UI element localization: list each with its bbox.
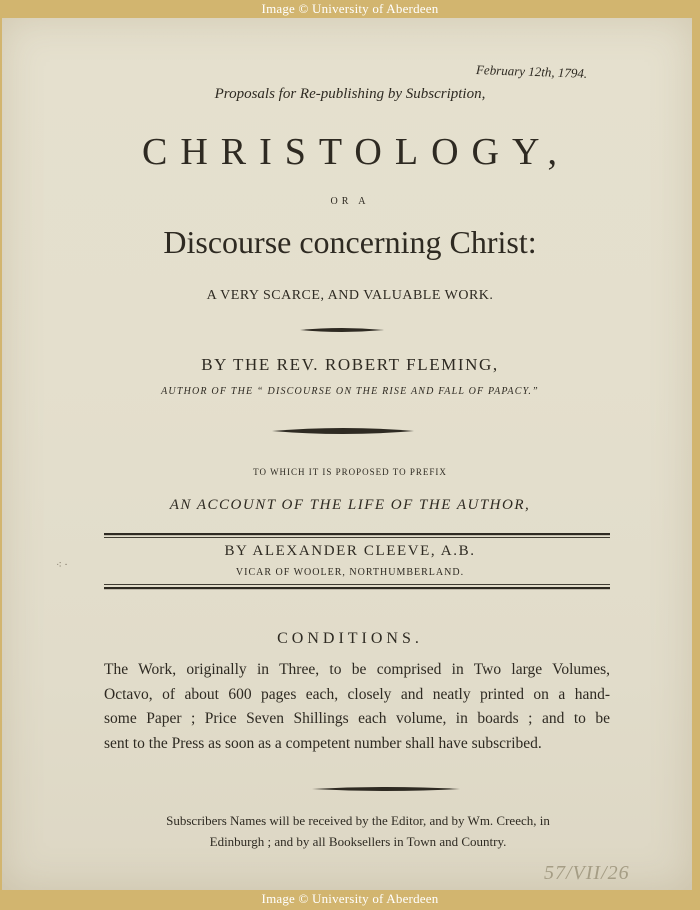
document-subtitle: Discourse concerning Christ: [163,224,537,260]
double-rule-bottom [104,584,610,590]
prefix-intro: TO WHICH IT IS PROPOSED TO PREFIX [253,467,447,477]
ink-specks: ⁖ · [56,560,68,571]
account-author-line: BY ALEXANDER CLEEVE, A.B. [224,543,476,559]
conditions-text [104,658,610,756]
conditions-line-2: Octavo, of about 600 pages each, closely and neatly printed on a hand- [104,685,610,703]
conditions-line-4: sent to the Press as soon as a competent number shall have subscribed. [104,734,542,752]
double-rule-top [104,533,610,539]
ornament-rule-2 [272,426,414,436]
scarce-work-line: A VERY SCARCE, AND VALUABLE WORK. [206,288,494,303]
proposals-line: Proposals for Re-publishing by Subscription, [214,86,486,102]
conditions-line-1: The Work, originally in Three, to be comprised in Two large Volumes, [104,661,610,678]
account-author-note: VICAR OF WOOLER, NORTHUMBERLAND. [235,567,465,578]
or-a-line: OR A [330,196,370,207]
ornament-rule-3 [312,785,460,793]
subscribers-notice [102,810,614,852]
conditions-heading: CONDITIONS. [277,630,423,647]
subscribers-line-1: Subscribers Names will be received by the Editor, and by Wm. Creech, in [166,813,550,828]
shelfmark: 57/VII/26 [544,862,630,884]
ornament-rule-1 [300,326,384,334]
image-credit-bottom: Image © University of Aberdeen [261,891,439,906]
account-line: AN ACCOUNT OF THE LIFE OF THE AUTHOR, [169,497,531,513]
conditions-line-3: some Paper ; Price Seven Shillings each volume, in boards ; and to be [104,710,610,727]
author-line: BY THE REV. ROBERT FLEMING, [201,355,499,374]
subscribers-line-2: Edinburgh ; and by all Booksellers in Town and Country. [209,834,507,849]
document-title: CHRISTOLOGY, [141,131,571,173]
image-credit-top: Image © University of Aberdeen [261,1,439,16]
author-note: AUTHOR OF THE “ DISCOURSE ON THE RISE AND FALL OF PAPACY.” [161,386,539,397]
document-date: February 12th, 1794. [475,62,588,81]
